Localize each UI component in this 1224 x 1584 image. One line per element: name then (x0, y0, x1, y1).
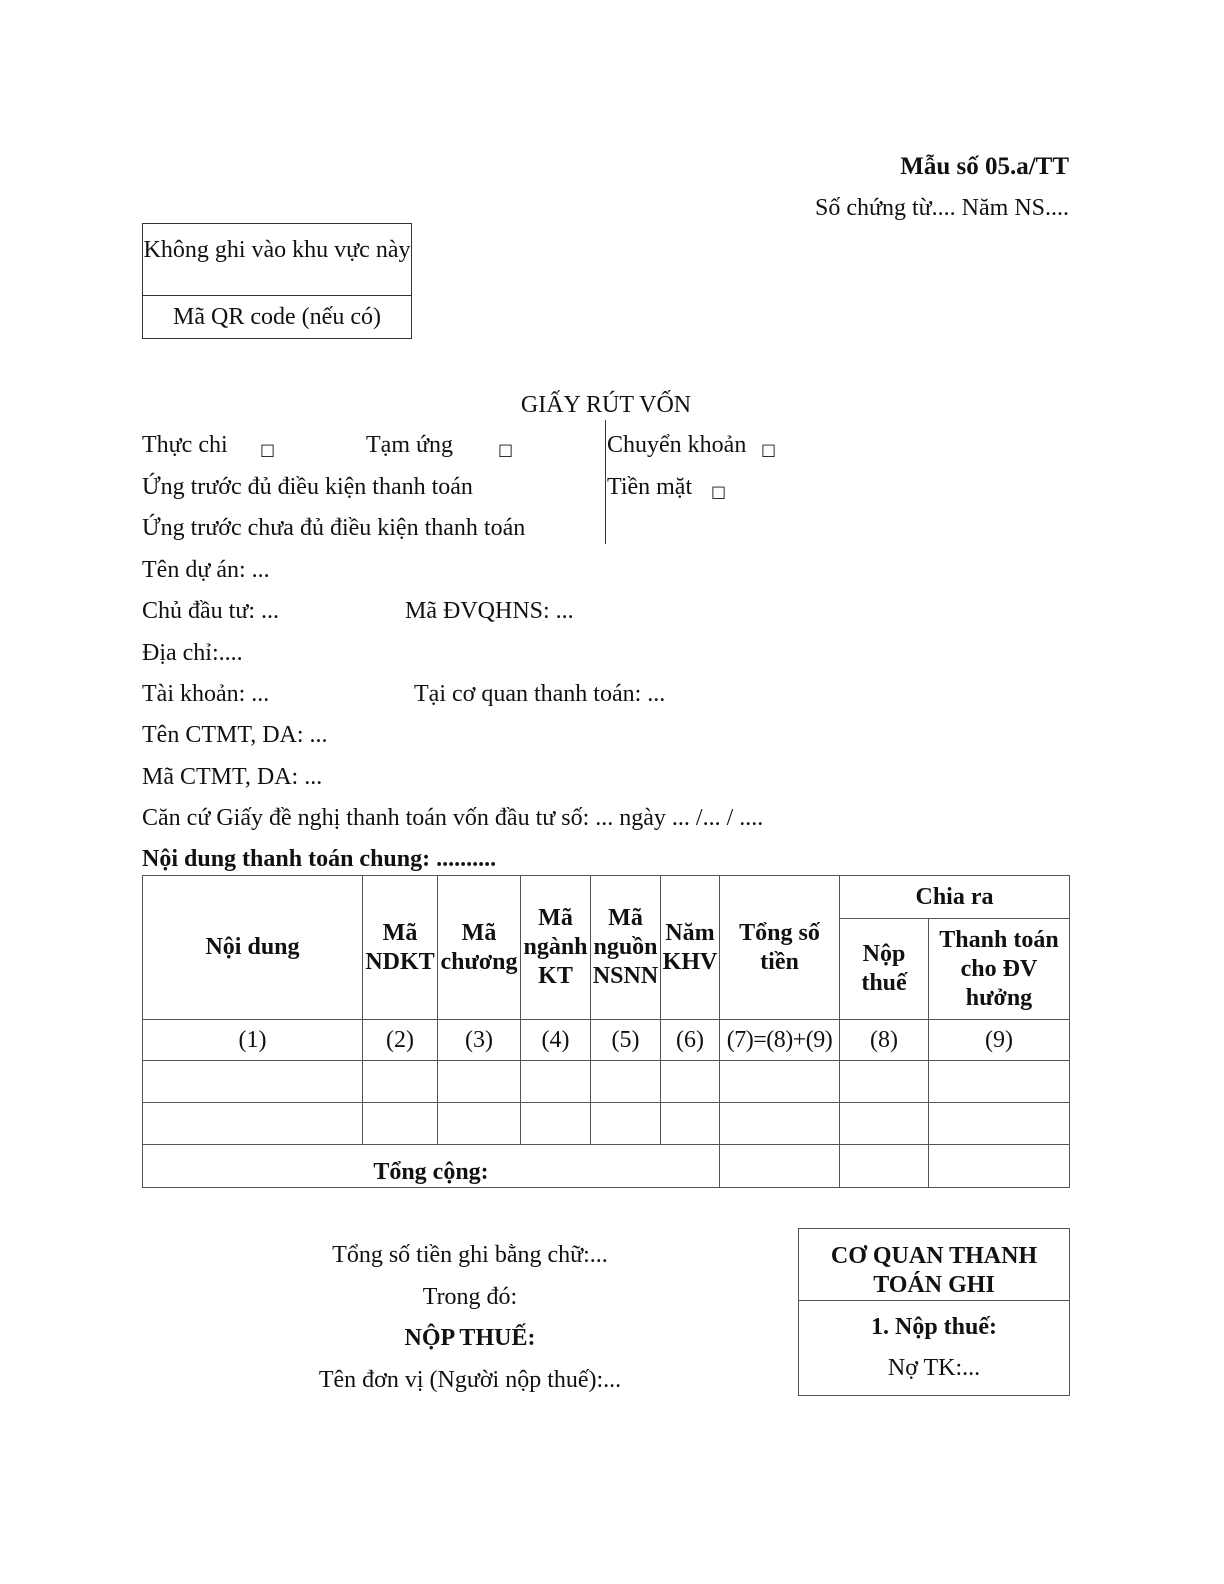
option-tam-ung-label: Tạm ứng (366, 432, 453, 458)
header-chia-ra: Chia ra (840, 876, 1070, 919)
field-ma-dvqhns: Mã ĐVQHNS: ... (405, 598, 574, 624)
amount-in-words: Tổng số tiền ghi bằng chữ:... (332, 1242, 608, 1268)
taxpayer-name: Tên đơn vị (Người nộp thuế):... (318, 1367, 622, 1393)
cell-empty[interactable] (929, 1103, 1070, 1145)
checkbox-tam-ung[interactable]: □ (498, 440, 514, 459)
header-tong-so-tien: Tổng số tiền (720, 876, 840, 1020)
cell-empty[interactable] (591, 1103, 661, 1145)
cell-empty[interactable] (661, 1061, 720, 1103)
trong-do-label: Trong đó: (422, 1284, 518, 1310)
cell-empty[interactable] (363, 1103, 438, 1145)
header-nop-thue: Nộp thuế (840, 919, 929, 1020)
field-chu-dau-tu: Chủ đầu tư: ... (142, 598, 280, 624)
header-ma-ndkt: Mã NDKT (363, 876, 438, 1020)
header-nam-khv: Năm KHV (661, 876, 720, 1020)
col-number: (1) (143, 1020, 363, 1061)
payment-agency-heading: CƠ QUAN THANH TOÁN GHI (799, 1229, 1069, 1301)
payment-agency-box (798, 1228, 1070, 1396)
voucher-line: Số chứng từ.... Năm NS.... (814, 195, 1069, 221)
field-ten-du-an: Tên dự án: ... (142, 557, 270, 583)
cell-empty[interactable] (521, 1061, 591, 1103)
total-thanh-toan[interactable] (929, 1145, 1070, 1188)
checkbox-thuc-chi[interactable]: □ (260, 440, 276, 459)
header-thanh-toan: Thanh toán cho ĐV hưởng (929, 919, 1070, 1020)
field-ten-ctmt: Tên CTMT, DA: ... (142, 722, 328, 748)
cell-empty[interactable] (438, 1061, 521, 1103)
field-dia-chi: Địa chỉ:.... (142, 640, 243, 666)
table-row (143, 1103, 1070, 1145)
cell-empty[interactable] (840, 1061, 929, 1103)
cell-empty[interactable] (143, 1103, 363, 1145)
reserved-area-box (142, 223, 412, 339)
cell-empty[interactable] (591, 1061, 661, 1103)
option-ung-truoc-du: Ứng trước đủ điều kiện thanh toán (142, 474, 473, 500)
payment-agency-no-tk: Nợ TK:... (887, 1355, 981, 1381)
field-ma-ctmt: Mã CTMT, DA: ... (142, 764, 323, 790)
cell-empty[interactable] (661, 1103, 720, 1145)
payment-agency-nop-thue: 1. Nộp thuế: (870, 1314, 997, 1340)
cell-empty[interactable] (720, 1061, 840, 1103)
column-number-row (143, 1020, 1070, 1061)
field-noi-dung-chung: Nội dung thanh toán chung: .......... (142, 846, 497, 872)
cell-empty[interactable] (363, 1061, 438, 1103)
header-noi-dung: Nội dung (143, 876, 363, 1020)
table-row (143, 1061, 1070, 1103)
field-can-cu: Căn cứ Giấy đề nghị thanh toán vốn đầu tư số: ... ngày ... /... / .... (142, 805, 764, 831)
header-ma-chuong: Mã chương (438, 876, 521, 1020)
field-tai-khoan: Tài khoản: ... (142, 681, 270, 707)
form-number: Mẫu số 05.a/TT (900, 153, 1069, 180)
field-co-quan-thanh-toan: Tại cơ quan thanh toán: ... (414, 681, 666, 707)
col-number: (8) (840, 1020, 929, 1061)
cell-empty[interactable] (720, 1103, 840, 1145)
header-ma-nganh: Mã ngành KT (521, 876, 591, 1020)
cell-empty[interactable] (929, 1061, 1070, 1103)
col-number: (4) (521, 1020, 591, 1061)
payment-table (142, 875, 1070, 1188)
col-number: (3) (438, 1020, 521, 1061)
total-tong-so-tien[interactable] (720, 1145, 840, 1188)
document-title: GIẤY RÚT VỐN (520, 392, 692, 418)
cell-empty[interactable] (521, 1103, 591, 1145)
col-number: (5) (591, 1020, 661, 1061)
total-row (143, 1145, 1070, 1188)
option-ung-truoc-chua-du: Ứng trước chưa đủ điều kiện thanh toán (142, 515, 526, 541)
total-label: Tổng cộng: (143, 1145, 720, 1188)
cell-empty[interactable] (438, 1103, 521, 1145)
total-nop-thue[interactable] (840, 1145, 929, 1188)
col-number: (6) (661, 1020, 720, 1061)
qr-code-note: Mã QR code (nếu có) (173, 304, 381, 330)
checkbox-tien-mat[interactable]: □ (711, 482, 727, 501)
reserved-area-note: Không ghi vào khu vực này (143, 224, 411, 296)
col-number: (7)=(8)+(9) (720, 1020, 840, 1061)
header-ma-nguon: Mã nguồn NSNN (591, 876, 661, 1020)
nop-thue-heading: NỘP THUẾ: (404, 1325, 536, 1351)
option-tien-mat-label: Tiền mặt (607, 474, 693, 500)
col-number: (9) (929, 1020, 1070, 1061)
option-chuyen-khoan-label: Chuyển khoản (607, 432, 747, 458)
cell-empty[interactable] (840, 1103, 929, 1145)
option-thuc-chi-label: Thực chi (142, 432, 228, 458)
cell-empty[interactable] (143, 1061, 363, 1103)
col-number: (2) (363, 1020, 438, 1061)
checkbox-chuyen-khoan[interactable]: □ (761, 440, 777, 459)
options-divider (605, 420, 606, 544)
